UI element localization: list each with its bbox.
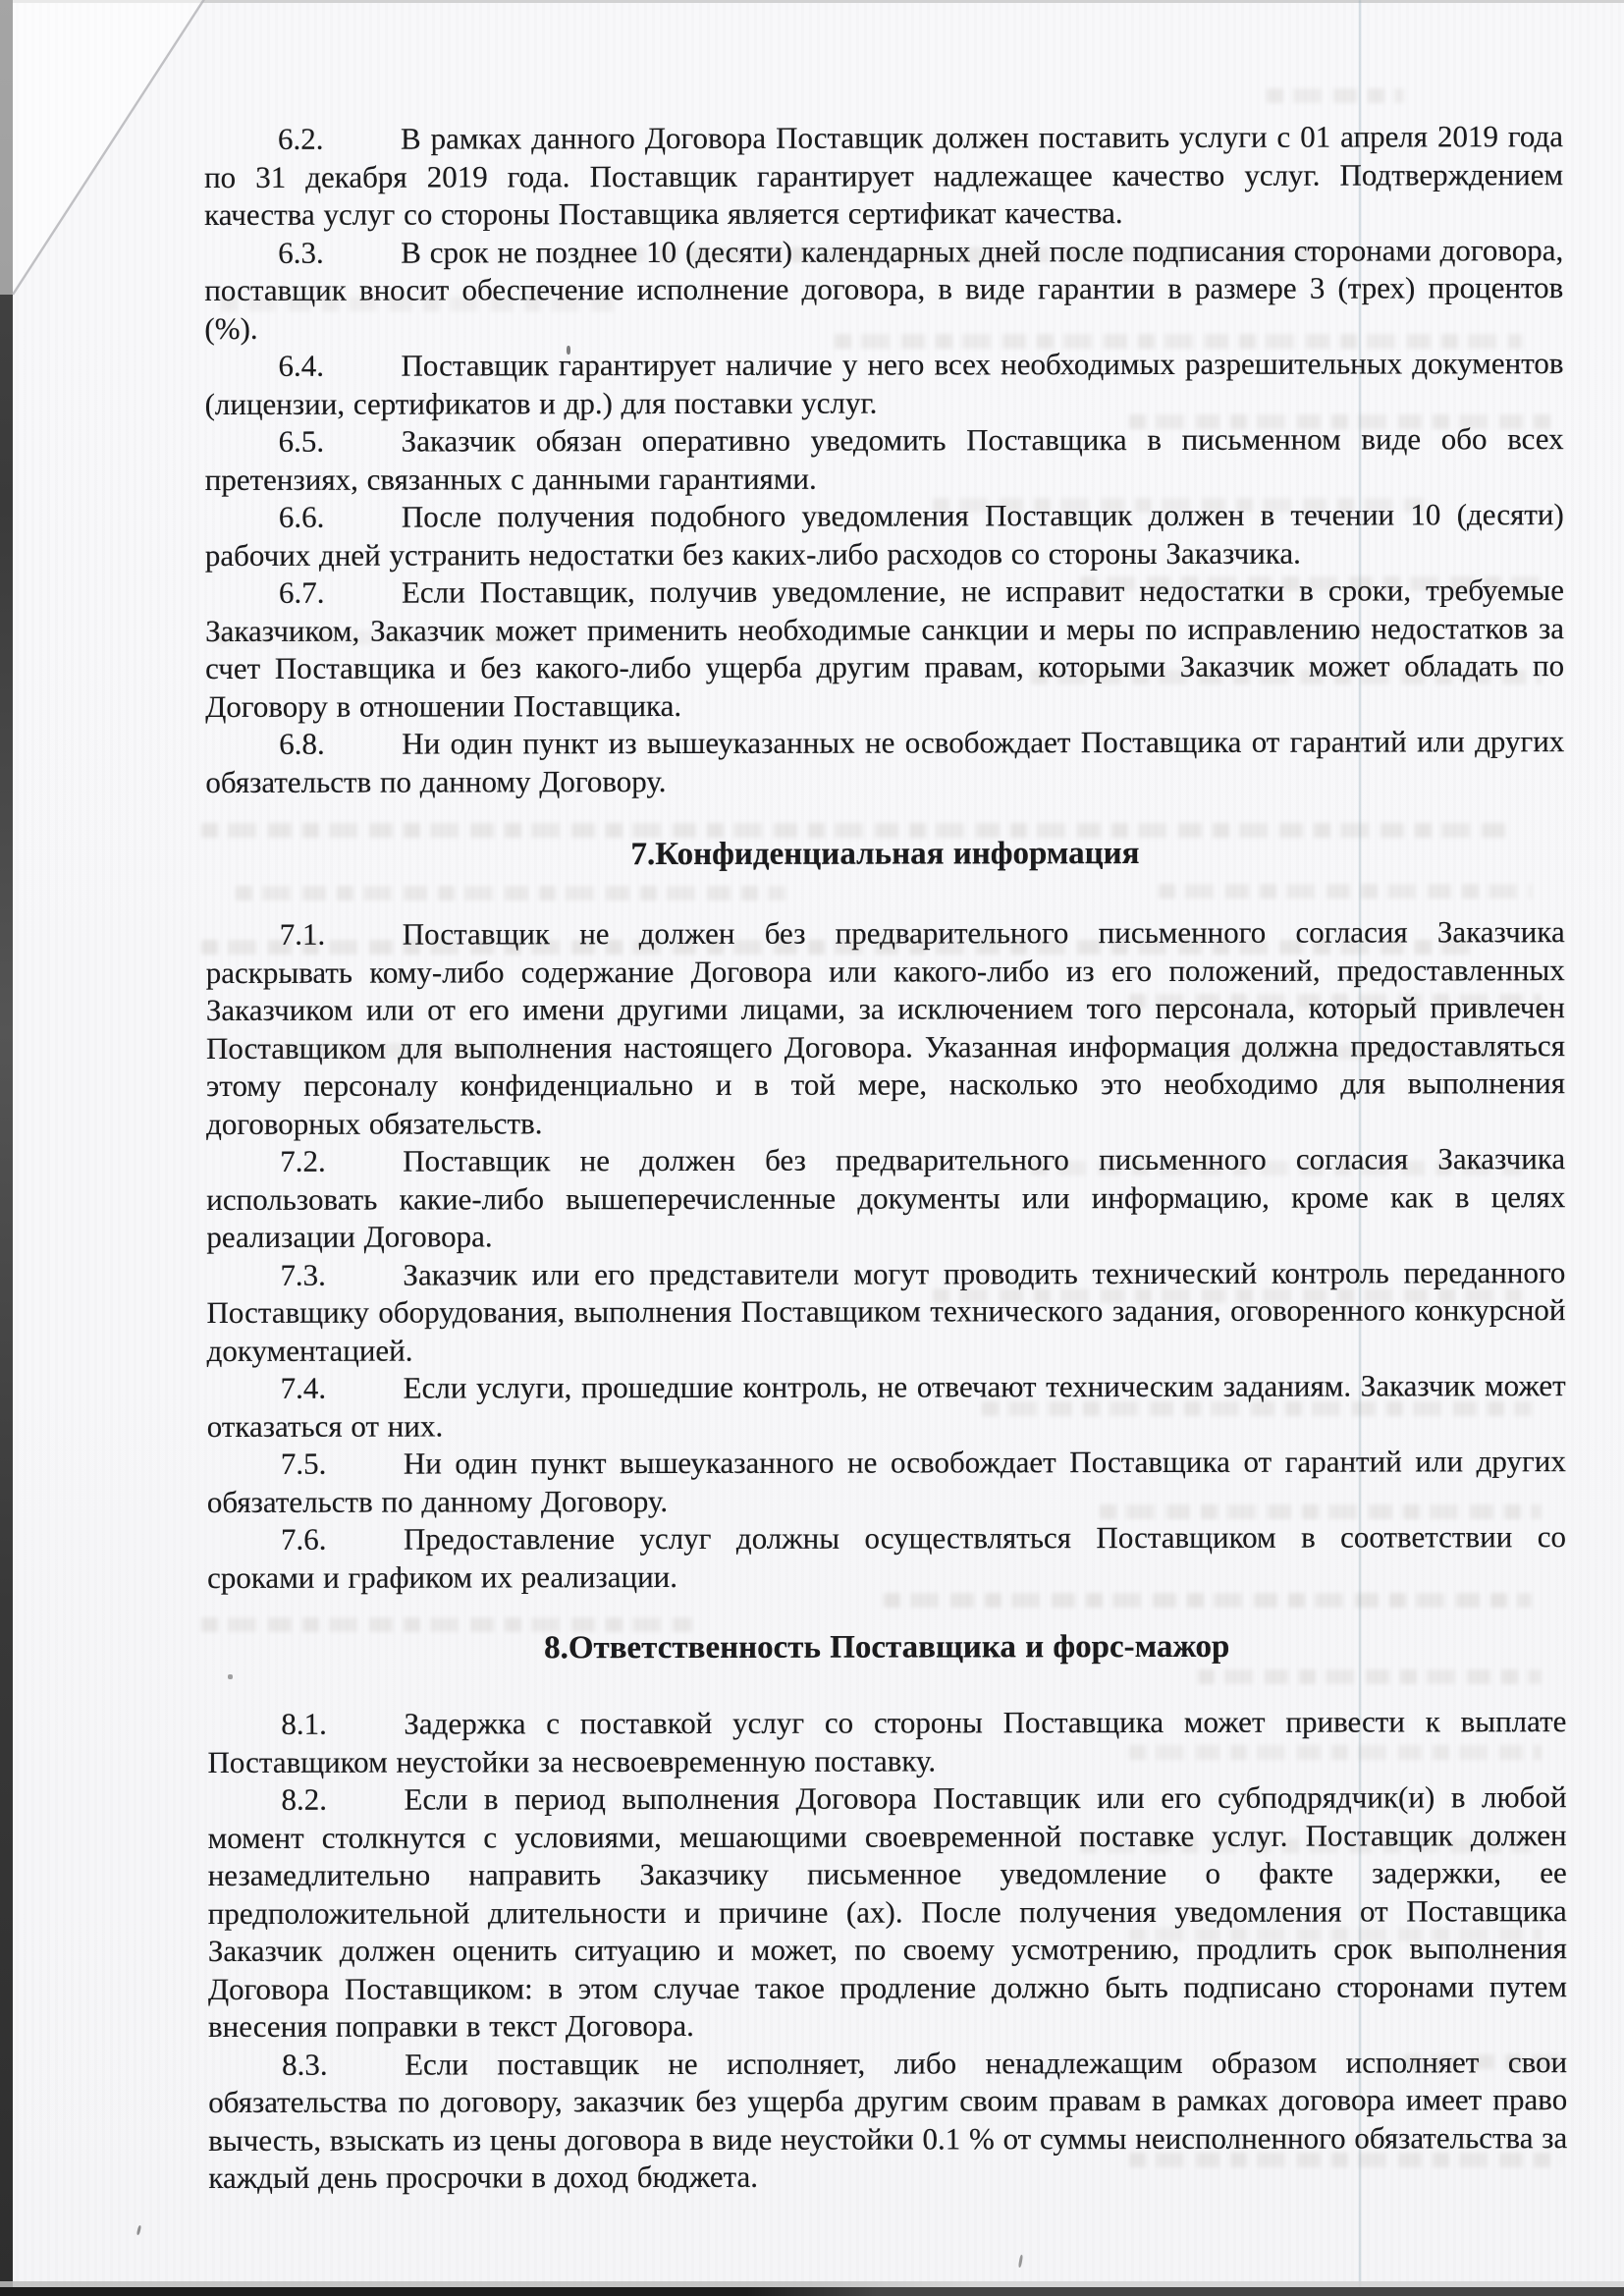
clause-6-5	[205, 420, 1564, 499]
clause-number: 7.4.	[280, 1370, 327, 1405]
clause-number: 8.2.	[281, 1781, 328, 1817]
clause-7-1	[206, 913, 1565, 1143]
clause-6-3	[204, 232, 1563, 348]
clause-number: 7.5.	[280, 1446, 327, 1481]
clause-text: Задержка с поставкой услуг со стороны Поставщика может привести к выплате Поставщиком неустойки за несвоевременную поставку.	[207, 1704, 1567, 1779]
clause-number: 6.2.	[277, 121, 324, 156]
clause-text: Если в период выполнения Договора Поставщик или его субподрядчик(и) в любой момент столкнутся с условиями, мешающими своевременной поставке услуг. Поставщик должен незамедлительно направить Заказчику письменное уведомление о факте задержки, ее предположительной длительности и причине (ах). После получения уведомления от Поставщика Заказчик должен оценить ситуацию и может, по своему усмотрению, продлить срок выполнения Договора Поставщиком: в этом случае такое продление должно быть подписано сторонами путем внесения поправки в текст Договора.	[207, 1779, 1567, 2044]
clause-6-2	[204, 118, 1563, 234]
clause-6-6	[205, 496, 1564, 574]
clause-number: 7.6.	[280, 1521, 327, 1557]
contract-body	[204, 118, 1567, 2197]
clause-8-2	[207, 1778, 1567, 2046]
clause-number: 7.1.	[279, 916, 326, 952]
clause-text: Если услуги, прошедшие контроль, не отвечают техническим заданиям. Заказчик может отказаться от них.	[206, 1368, 1566, 1444]
clause-number: 6.3.	[278, 235, 324, 270]
clause-text: В срок не позднее 10 (десяти) календарных дней после подписания сторонами договора, поставщик вносит обеспечение исполнение договора, в виде гарантии в размере 3 (трех) процентов (%).	[204, 232, 1564, 346]
clause-6-7	[205, 572, 1564, 726]
clause-number: 6.6.	[278, 499, 325, 534]
clause-number: 6.8.	[279, 726, 325, 761]
clause-text: Ни один пункт из вышеуказанных не освобождает Поставщика от гарантий или других обязательств по данному Договору.	[205, 724, 1565, 799]
clause-6-4	[204, 345, 1563, 423]
clause-number: 8.1.	[281, 1706, 327, 1741]
clause-text: После получения подобного уведомления Поставщик должен в течении 10 (десяти) рабочих дней устранить недостатки без каких-либо расходов со стороны Заказчика.	[204, 497, 1564, 573]
clause-text: Заказчик обязан оперативно уведомить Поставщика в письменном виде обо всех претензиях, связанных с данными гарантиями.	[204, 421, 1564, 497]
clause-number: 6.4.	[278, 348, 325, 383]
clause-text: Ни один пункт вышеуказанного не освобождает Поставщика от гарантий или других обязательств по данному Договору.	[206, 1444, 1566, 1519]
clause-text: Поставщик гарантирует наличие у него всех необходимых разрешительных документов (лицензии, сертификатов и др.) для поставки услуг.	[204, 346, 1564, 421]
clause-text: Поставщик не должен без предварительного письменного согласия Заказчика использовать какие-либо вышеперечисленные документы или информацию, кроме как в целях реализации Договора.	[206, 1141, 1566, 1254]
section-7-heading: 7.Конфиденциальная информация	[630, 836, 1140, 873]
clause-text: В рамках данного Договора Поставщик должен поставить услуги с 01 апреля 2019 года по 31 декабря 2019 года. Поставщик гарантирует надлежащее качество услуг. Подтверждением качества услуг со стороны Поставщика является сертификат качества.	[204, 119, 1564, 233]
clause-8-3	[208, 2044, 1567, 2198]
clause-7-5	[207, 1443, 1566, 1521]
clause-6-8	[205, 723, 1564, 801]
clause-text: Если Поставщик, получив уведомление, не исправит недостатки в сроки, требуемые Заказчиком, Заказчик может применить необходимые санкции и меры по исправлению недостатков за счет Поставщика и без какого-либо ущерба другим правам, которыми Заказчик может обладать по Договору в отношении Поставщика.	[205, 573, 1565, 724]
clause-7-6	[207, 1518, 1566, 1597]
clause-7-2	[206, 1140, 1565, 1256]
clause-7-4	[207, 1367, 1566, 1446]
clause-number: 7.3.	[280, 1257, 326, 1292]
scan-edge-bottom-dark-strip	[0, 2287, 1624, 2296]
clause-8-1	[207, 1703, 1566, 1781]
clause-number: 7.2.	[280, 1143, 326, 1178]
clause-7-3	[206, 1254, 1565, 1370]
clause-number: 6.5.	[278, 423, 325, 459]
clause-text: Заказчик или его представители могут проводить технический контроль переданного Поставщику оборудования, выполнения Поставщиком технического задания, оговоренного конкурсной документацией.	[206, 1254, 1566, 1368]
clause-text: Если поставщик не исполняет, либо ненадлежащим образом исполняет свои обязательства по договору, заказчик без ущерба другим своим правам в рамках договора имеет право вычесть, взыскать из цены договора в виде неустойки 0.1 % от суммы неисполненного обязательства за каждый день просрочки в доход бюджета.	[208, 2044, 1568, 2195]
clause-number: 6.7.	[278, 574, 325, 610]
section-8-heading: 8.Ответственность Поставщика и форс-мажор	[544, 1628, 1230, 1667]
clause-text: Поставщик не должен без предварительного письменного согласия Заказчика раскрывать кому-либо содержание Договора или какого-либо из его положений, предоставленных Заказчиком или от его имени другими лицами, за исключением того персонала, который привлечен Поставщиком для выполнения настоящего Договора. Указанная информация должна предоставляться этому персоналу конфиденциально и в той мере, насколько это необходимо для выполнения договорных обязательств.	[205, 914, 1566, 1141]
clause-number: 8.3.	[282, 2047, 328, 2082]
clause-text: Предоставление услуг должны осуществляться Поставщиком в соответствии со сроками и графиком их реализации.	[207, 1519, 1567, 1595]
